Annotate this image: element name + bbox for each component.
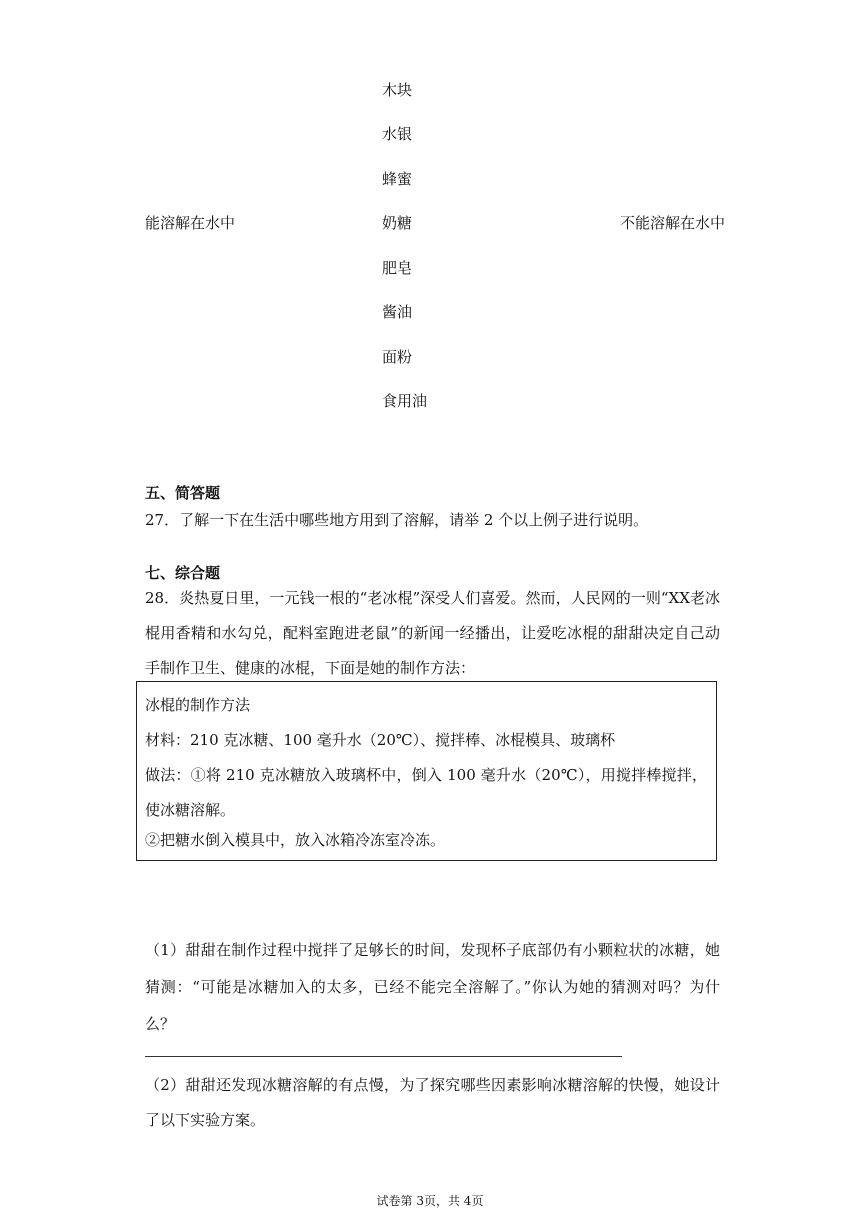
question-28: 28．炎热夏日里，一元钱一根的“老冰棍”深受人们喜爱。然而，人民网的一则“XX老冰棍用香精和水勾兑，配料室跑进老鼠”的新闻一经播出，让爱吃冰棍的甜甜决定自己动手制作卫生、健康的冰棍，下面是她的制作方法：	[145, 589, 720, 677]
method-step-1: 做法：①将 210 克冰糖放入玻璃杯中，倒入 100 毫升水（20℃），用搅拌棒搅拌，使冰糖溶解。	[145, 766, 707, 819]
page-footer: 试卷第 3页，共 4页	[376, 1194, 484, 1208]
matching-right-label: 不能溶解在水中	[620, 214, 726, 232]
matching-item: 面粉	[382, 348, 413, 366]
matching-left-label: 能溶解在水中	[145, 214, 236, 232]
matching-item: 食用油	[382, 392, 428, 410]
method-box	[136, 681, 717, 861]
sub-question-2: （2）甜甜还发现冰糖溶解的有点慢，为了探究哪些因素影响冰糖溶解的快慢，她设计了以下实验方案。	[145, 1076, 720, 1129]
matching-item: 肥皂	[382, 259, 413, 277]
method-step-2: ②把糖水倒入模具中，放入冰箱冷冻室冷冻。	[145, 831, 446, 849]
answer-line	[145, 1056, 622, 1057]
section-heading-short-answer: 五、简答题	[145, 484, 221, 502]
matching-item: 蜂蜜	[382, 170, 413, 188]
matching-item: 木块	[382, 81, 413, 99]
question-27: 27．了解一下在生活中哪些地方用到了溶解，请举 2 个以上例子进行说明。	[145, 511, 649, 529]
matching-item: 奶糖	[382, 214, 413, 232]
section-heading-comprehensive: 七、综合题	[145, 564, 221, 582]
method-materials: 材料：210 克冰糖、100 毫升水（20℃）、搅拌棒、冰棍模具、玻璃杯	[145, 731, 616, 749]
matching-item: 水银	[382, 125, 413, 143]
matching-item: 酱油	[382, 303, 413, 321]
method-box-title: 冰棍的制作方法	[145, 696, 251, 714]
sub-question-1: （1）甜甜在制作过程中搅拌了足够长的时间，发现杯子底部仍有小颗粒状的冰糖，她猜测：“可能是冰糖加入的太多，已经不能完全溶解了。”你认为她的猜测对吗？为什么？	[145, 941, 720, 1033]
